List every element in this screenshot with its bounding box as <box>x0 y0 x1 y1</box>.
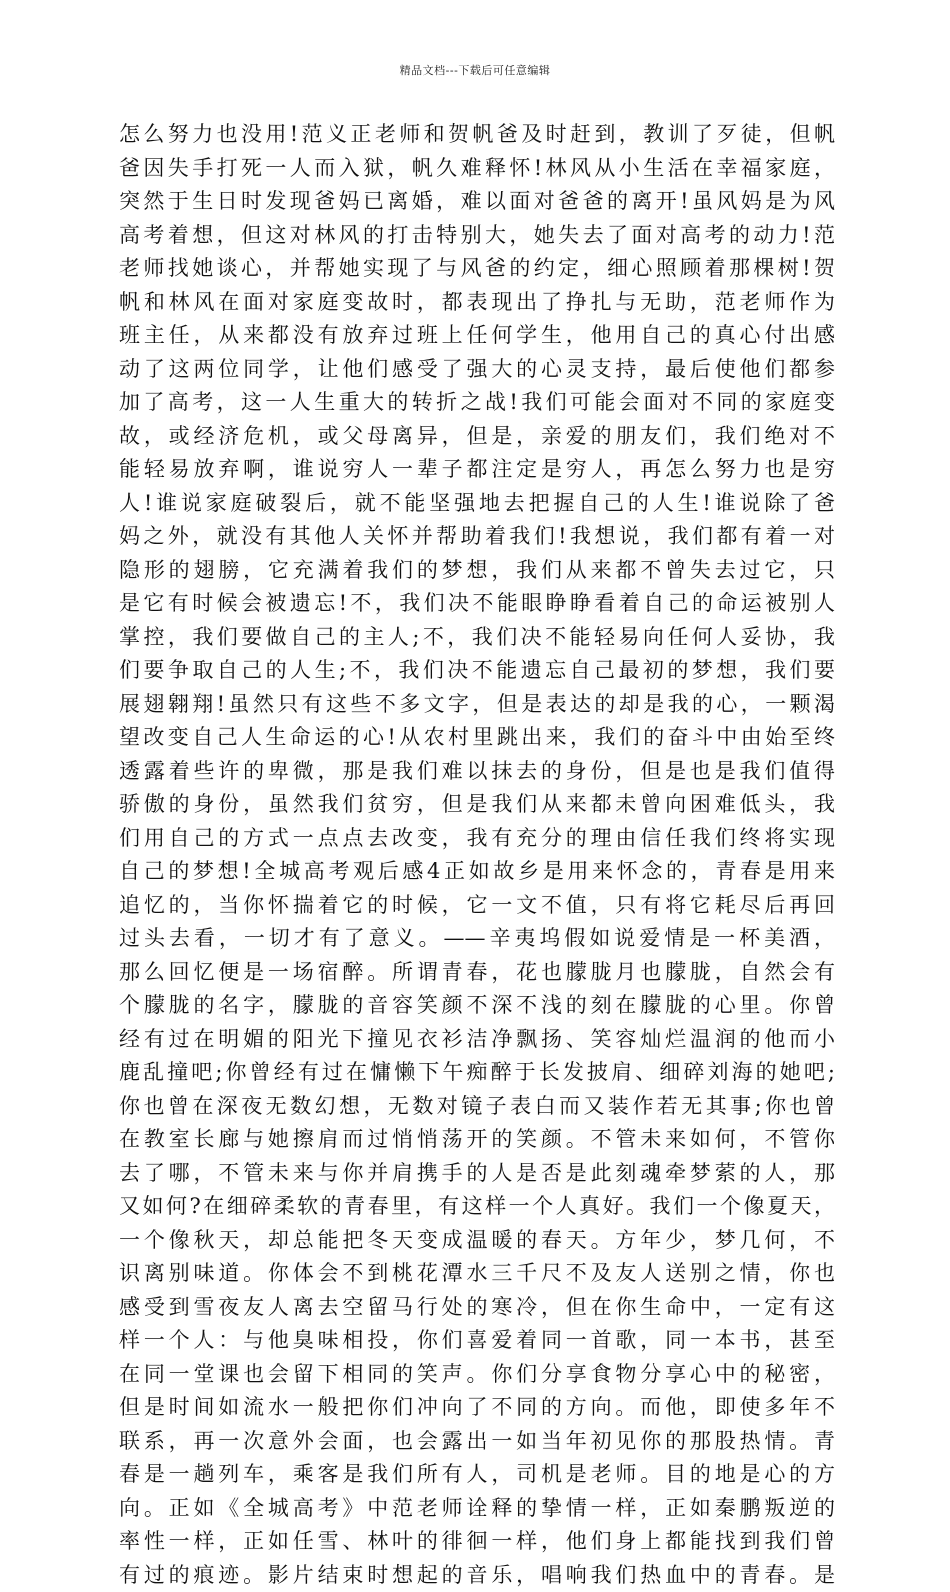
text-line: 班主任，从来都没有放弃过班上任何学生，他用自己的真心付出感 <box>119 319 835 353</box>
text-line: 一个像秋天，却总能把冬天变成温暖的春天。方年少，梦几何，不 <box>119 1224 835 1258</box>
text-line: 你也曾在深夜无数幻想，无数对镜子表白而又装作若无其事;你也曾 <box>119 1090 835 1124</box>
text-line: 故，或经济危机，或父母离异，但是，亲爱的朋友们，我们绝对不 <box>119 420 835 454</box>
text-line: 向。正如《全城高考》中范老师诠释的挚情一样，正如秦鹏叛逆的 <box>119 1492 835 1526</box>
body-text <box>119 118 835 1592</box>
text-line: 爸因失手打死一人而入狱，帆久难释怀!林风从小生活在幸福家庭， <box>119 152 835 186</box>
text-line: 又如何?在细碎柔软的青春里，有这样一个人真好。我们一个像夏天， <box>119 1190 835 1224</box>
page-header: 精品文档---下载后可任意编辑 <box>0 62 950 78</box>
text-line: 经有过在明媚的阳光下撞见衣衫洁净飘扬、笑容灿烂温润的他而小 <box>119 1023 835 1057</box>
text-line: 动了这两位同学，让他们感受了强大的心灵支持，最后使他们都参 <box>119 353 835 387</box>
text-line: 加了高考，这一人生重大的转折之战!我们可能会面对不同的家庭变 <box>119 386 835 420</box>
text-line: 掌控，我们要做自己的主人;不，我们决不能轻易向任何人妥协，我 <box>119 621 835 655</box>
text-line: 骄傲的身份，虽然我们贫穷，但是我们从来都未曾向困难低头，我 <box>119 788 835 822</box>
text-line: 自己的梦想!全城高考观后感4正如故乡是用来怀念的，青春是用来 <box>119 855 835 889</box>
text-line: 但是时间如流水一般把你们冲向了不同的方向。而他，即使多年不 <box>119 1391 835 1425</box>
text-line: 在教室长廊与她擦肩而过悄悄荡开的笑颜。不管未来如何，不管你 <box>119 1123 835 1157</box>
text-line: 妈之外，就没有其他人关怀并帮助着我们!我想说，我们都有着一对 <box>119 520 835 554</box>
text-line: 感受到雪夜友人离去空留马行处的寒冷，但在你生命中，一定有这 <box>119 1291 835 1325</box>
text-line: 隐形的翅膀，它充满着我们的梦想，我们从来都不曾失去过它，只 <box>119 554 835 588</box>
text-line: 们用自己的方式一点点去改变，我有充分的理由信任我们终将实现 <box>119 822 835 856</box>
text-line: 人!谁说家庭破裂后，就不能坚强地去把握自己的人生!谁说除了爸 <box>119 487 835 521</box>
text-line: 帆和林风在面对家庭变故时，都表现出了挣扎与无助，范老师作为 <box>119 286 835 320</box>
text-line: 突然于生日时发现爸妈已离婚，难以面对爸爸的离开!虽风妈是为风 <box>119 185 835 219</box>
text-line: 们要争取自己的人生;不，我们决不能遗忘自己最初的梦想，我们要 <box>119 654 835 688</box>
text-line: 去了哪，不管未来与你并肩携手的人是否是此刻魂牵梦萦的人，那 <box>119 1157 835 1191</box>
text-line: 样一个人：与他臭味相投，你们喜爱着同一首歌，同一本书，甚至 <box>119 1324 835 1358</box>
text-line: 透露着些许的卑微，那是我们难以抹去的身份，但是也是我们值得 <box>119 755 835 789</box>
text-line: 能轻易放弃啊，谁说穷人一辈子都注定是穷人，再怎么努力也是穷 <box>119 453 835 487</box>
text-line: 怎么努力也没用!范义正老师和贺帆爸及时赶到，教训了歹徒，但帆 <box>119 118 835 152</box>
text-line: 在同一堂课也会留下相同的笑声。你们分享食物分享心中的秘密， <box>119 1358 835 1392</box>
text-line: 鹿乱撞吧;你曾经有过在慵懒下午痴醉于长发披肩、细碎刘海的她吧; <box>119 1056 835 1090</box>
text-line: 望改变自己人生命运的心!从农村里跳出来，我们的奋斗中由始至终 <box>119 721 835 755</box>
text-line: 率性一样，正如任雪、林叶的徘徊一样，他们身上都能找到我们曾 <box>119 1525 835 1559</box>
text-line: 过头去看，一切才有了意义。——辛夷坞假如说爱情是一杯美酒， <box>119 922 835 956</box>
text-line: 春是一趟列车，乘客是我们所有人，司机是老师。目的地是心的方 <box>119 1458 835 1492</box>
text-line: 有过的痕迹。影片结束时想起的音乐，唱响我们热血中的青春。是 <box>119 1559 835 1592</box>
text-line: 个朦胧的名字，朦胧的音容笑颜不深不浅的刻在朦胧的心里。你曾 <box>119 989 835 1023</box>
text-line: 追忆的，当你怀揣着它的时候，它一文不值，只有将它耗尽后再回 <box>119 889 835 923</box>
text-line: 高考着想，但这对林风的打击特别大，她失去了面对高考的动力!范 <box>119 219 835 253</box>
text-line: 老师找她谈心，并帮她实现了与风爸的约定，细心照顾着那棵树!贺 <box>119 252 835 286</box>
text-line: 识离别味道。你体会不到桃花潭水三千尺不及友人送别之情，你也 <box>119 1257 835 1291</box>
text-line: 是它有时候会被遗忘!不，我们决不能眼睁睁看着自己的命运被别人 <box>119 587 835 621</box>
text-line: 联系，再一次意外会面，也会露出一如当年初见你的那股热情。青 <box>119 1425 835 1459</box>
text-line: 展翅翱翔!虽然只有这些不多文字，但是表达的却是我的心，一颗渴 <box>119 688 835 722</box>
text-line: 那么回忆便是一场宿醉。所谓青春，花也朦胧月也朦胧，自然会有 <box>119 956 835 990</box>
